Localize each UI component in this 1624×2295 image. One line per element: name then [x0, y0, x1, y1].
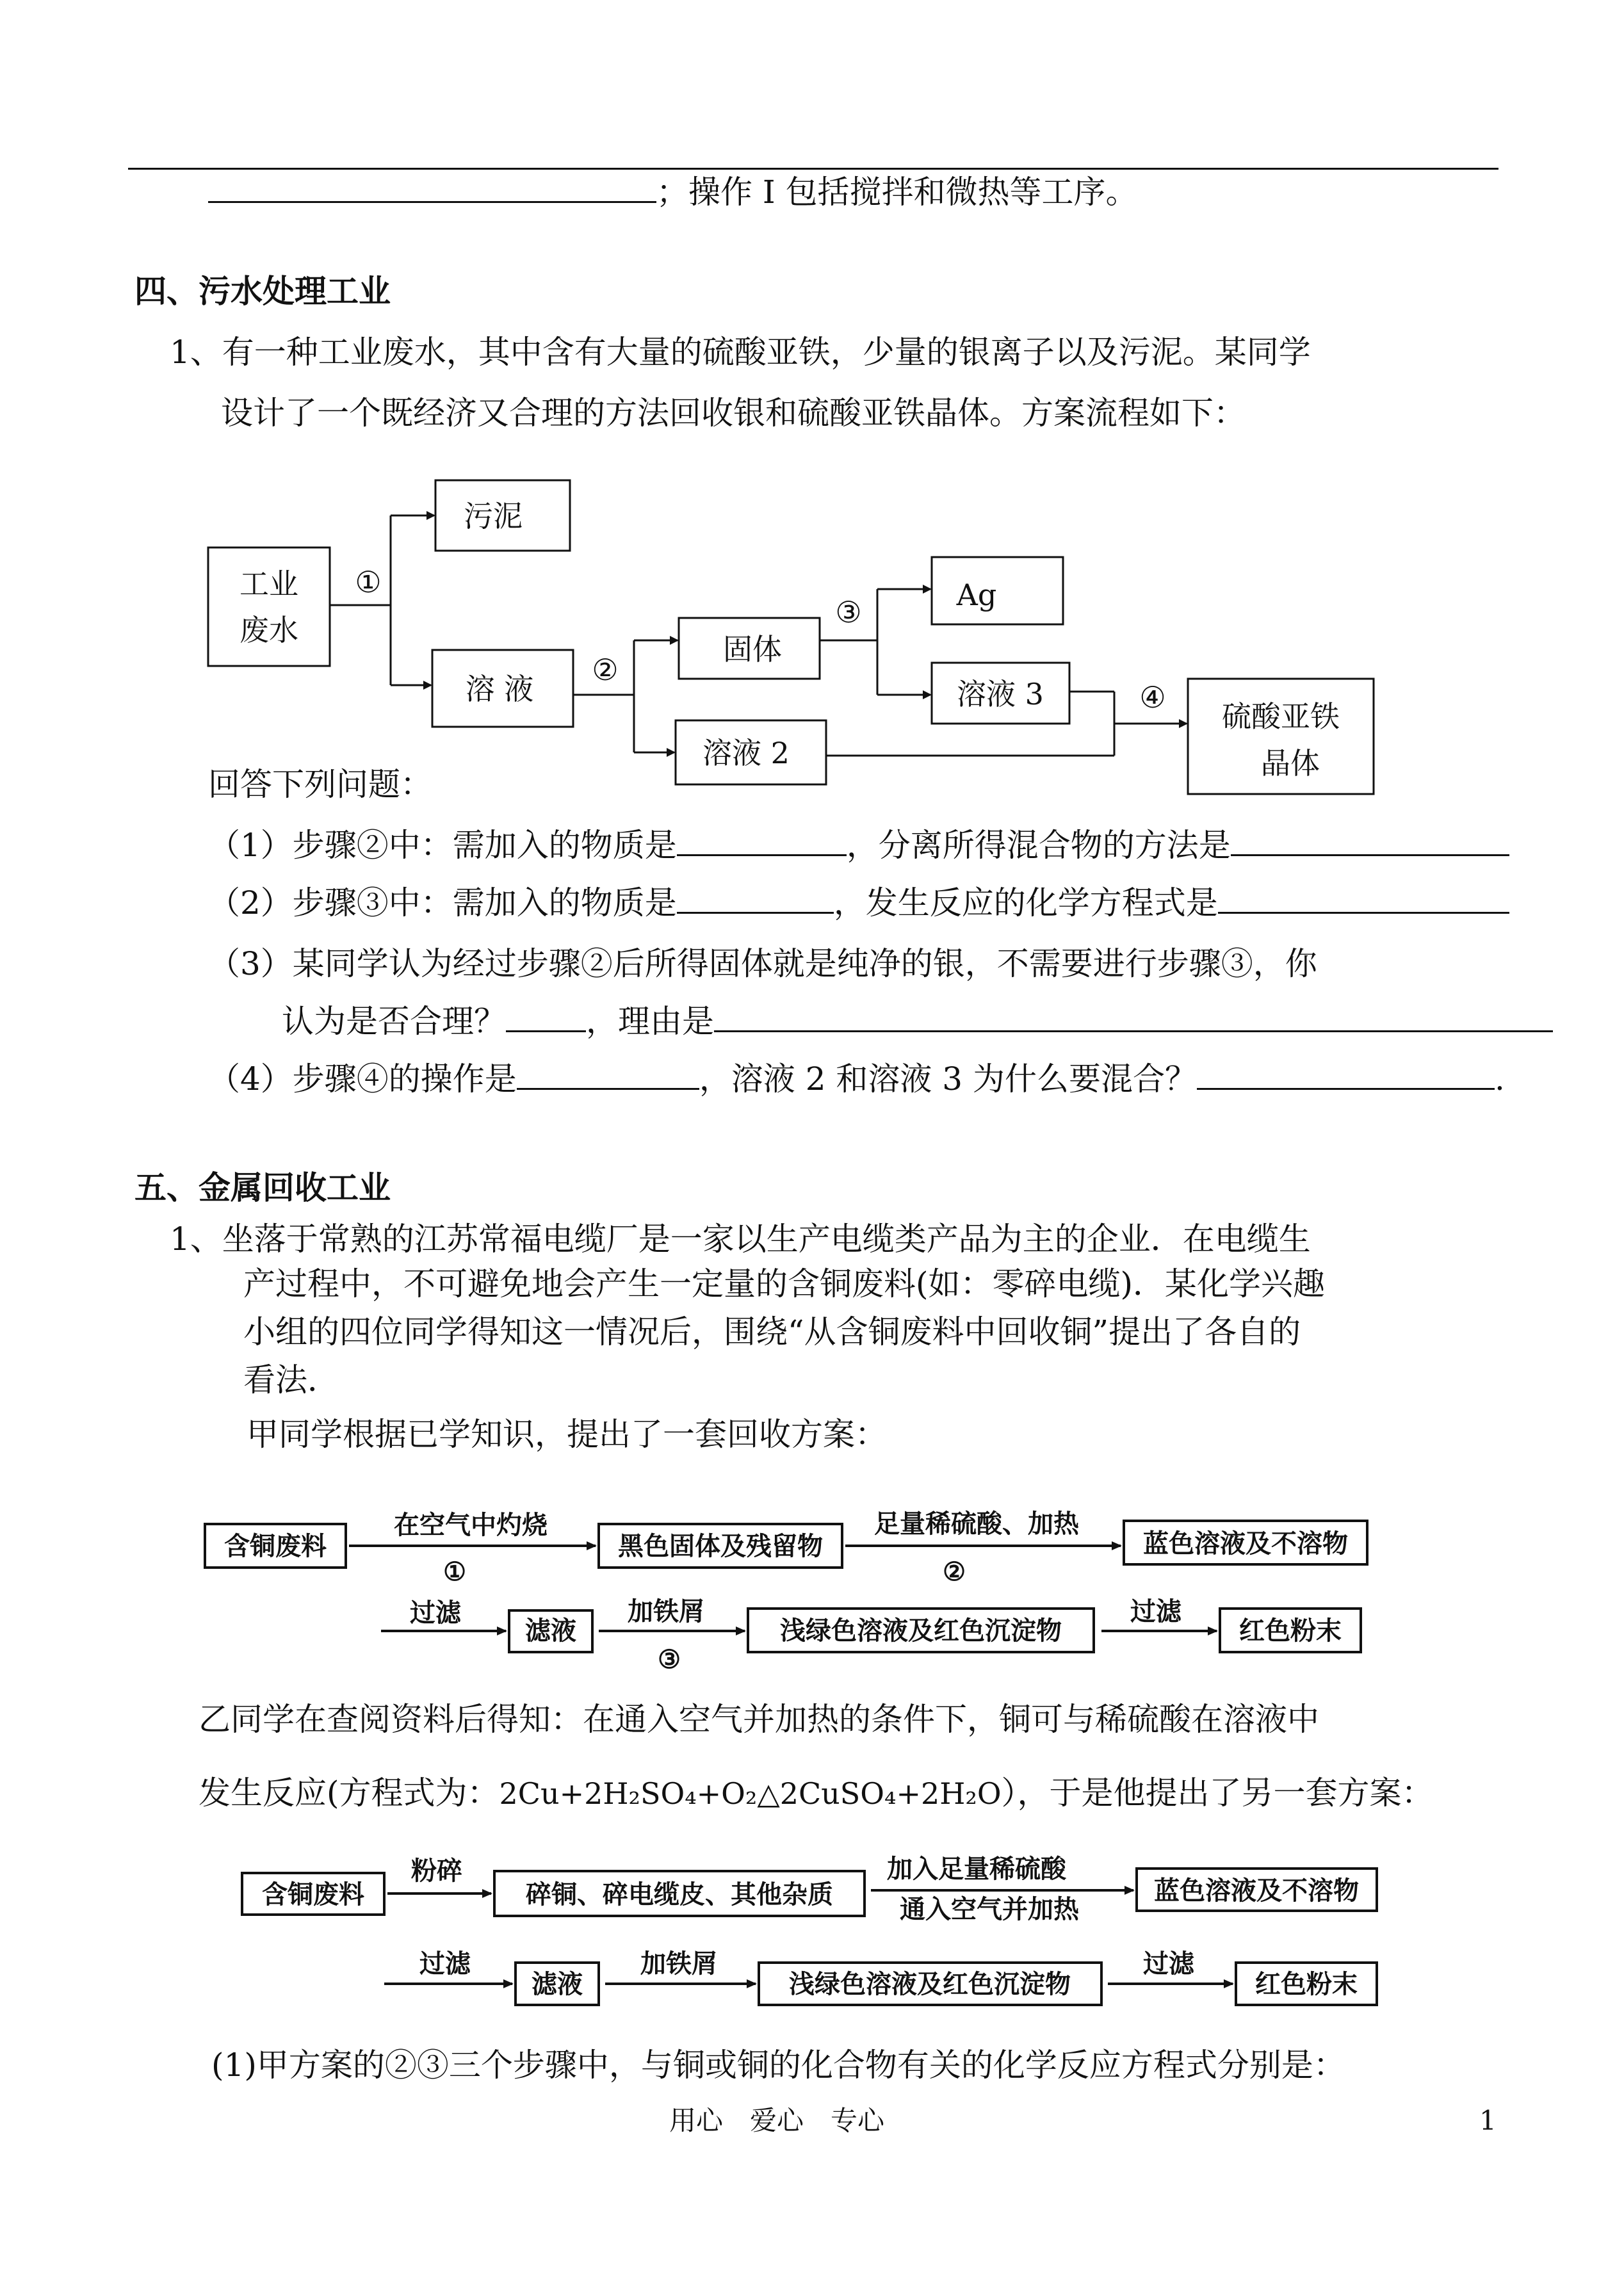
section5-p1-line1: 1、坐落于常熟的江苏常福电缆厂是一家以生产电缆类产品为主的企业．在电缆生: [170, 1220, 1311, 1258]
b-arrow2-bottom: 通入空气并加热: [900, 1894, 1079, 1924]
a-arrow5-top: 过滤: [1130, 1596, 1181, 1626]
a-arrow3-top: 过滤: [410, 1598, 461, 1628]
b-red-powder-label: 红色粉末: [1255, 1969, 1358, 1999]
step1-marker: ①: [355, 565, 382, 599]
a-red-powder-label: 红色粉末: [1239, 1616, 1342, 1646]
reaction-equation: 2Cu+2H₂SO₄+O₂△2CuSO₄+2H₂O: [499, 1776, 1002, 1811]
crystal-label-1: 硫酸亚铁: [1222, 699, 1340, 734]
a-filtrate-label: 滤液: [525, 1616, 576, 1646]
question-4: （4）步骤④的操作是 ，溶液 2 和溶液 3 为什么要混合？ .: [208, 1060, 1505, 1098]
b-arrow5-top: 过滤: [1143, 1949, 1194, 1979]
b-green-solution-label: 浅绿色溶液及红色沉淀物: [789, 1969, 1071, 1999]
section4-q1-line2: 设计了一个既经济又合理的方法回收银和硫酸亚铁晶体。方案流程如下：: [221, 394, 1246, 432]
jia-intro: 甲同学根据已学知识，提出了一套回收方案：: [247, 1416, 887, 1453]
a-arrow4-bottom: ③: [658, 1644, 681, 1675]
yi-line1: 乙同学在查阅资料后得知：在通入空气并加热的条件下，铜可与稀硫酸在溶液中: [199, 1701, 1319, 1738]
question-2: （2）步骤③中：需加入的物质是 ，发生反应的化学方程式是: [208, 884, 1509, 922]
ag-label: Ag: [956, 578, 997, 612]
question-3-line2: 认为是否合理？ ，理由是: [282, 1002, 1553, 1041]
section4-heading: 四、污水处理工业: [134, 273, 391, 310]
operation-note: ；操作 I 包括搅拌和微热等工序。: [656, 174, 1138, 211]
b-arrow4-top: 加铁屑: [640, 1949, 717, 1979]
crystal-label-2: 晶体: [1261, 746, 1320, 781]
b-waste-label: 含铜废料: [262, 1879, 364, 1910]
a-arrow1-top: 在空气中灼烧: [394, 1510, 548, 1540]
solid-label: 固体: [723, 632, 782, 667]
waste-water-label-2: 废水: [240, 613, 298, 647]
page-number: 1: [1479, 2105, 1497, 2136]
yi-line2: 发生反应(方程式为：2Cu+2H₂SO₄+O₂△2CuSO₄+2H₂O），于是他提出了另一套方案：: [199, 1774, 1434, 1812]
a-green-solution-label: 浅绿色溶液及红色沉淀物: [780, 1616, 1062, 1646]
solution2-label: 溶液 2: [702, 736, 790, 770]
step2-marker: ②: [592, 653, 619, 687]
a-arrow2-bottom: ②: [943, 1557, 966, 1587]
a-arrow1-bottom: ①: [443, 1557, 466, 1587]
footer-motto: 用心 爱心 专心: [669, 2105, 885, 2136]
answer-prompt: 回答下列问题：: [208, 766, 432, 803]
b-crushed-label: 碎铜、碎电缆皮、其他杂质: [526, 1879, 833, 1910]
solution3-label: 溶液 3: [957, 677, 1044, 711]
a-waste-label: 含铜废料: [224, 1531, 327, 1561]
section5-heading: 五、金属回收工业: [134, 1169, 391, 1206]
a-arrow4-top: 加铁屑: [628, 1596, 704, 1626]
plan-question: (1)甲方案的②③三个步骤中，与铜或铜的化合物有关的化学反应方程式分别是：: [211, 2047, 1345, 2084]
question-1: （1）步骤②中：需加入的物质是 ，分离所得混合物的方法是: [208, 826, 1509, 864]
section5-p1-line3: 小组的四位同学得知这一情况后，围绕“从含铜废料中回收铜”提出了各自的: [243, 1313, 1301, 1350]
b-arrow2-top: 加入足量稀硫酸: [887, 1854, 1066, 1884]
sludge-label: 污泥: [464, 499, 523, 533]
step4-marker: ④: [1139, 680, 1166, 715]
section5-p1-line4: 看法．: [243, 1361, 339, 1399]
a-arrow2-top: 足量稀硫酸、加热: [874, 1509, 1079, 1539]
a-blue-solution-label: 蓝色溶液及不溶物: [1143, 1529, 1348, 1559]
step3-marker: ③: [835, 595, 862, 629]
solution-label: 溶 液: [465, 672, 534, 706]
b-filtrate-label: 滤液: [532, 1969, 583, 1999]
section4-q1-line1: 1、有一种工业废水，其中含有大量的硫酸亚铁，少量的银离子以及污泥。某同学: [170, 334, 1311, 371]
question-3-line1: （3）某同学认为经过步骤②后所得固体就是纯净的银，不需要进行步骤③，你: [208, 945, 1317, 982]
b-arrow1-top: 粉碎: [411, 1856, 462, 1886]
waste-water-label-1: 工业: [240, 567, 298, 601]
b-blue-solution-label: 蓝色溶液及不溶物: [1154, 1876, 1359, 1906]
a-black-solid-label: 黑色固体及残留物: [618, 1531, 823, 1561]
section5-p1-line2: 产过程中，不可避免地会产生一定量的含铜废料(如：零碎电缆)．某化学兴趣: [243, 1265, 1326, 1302]
b-arrow3-top: 过滤: [419, 1949, 471, 1979]
